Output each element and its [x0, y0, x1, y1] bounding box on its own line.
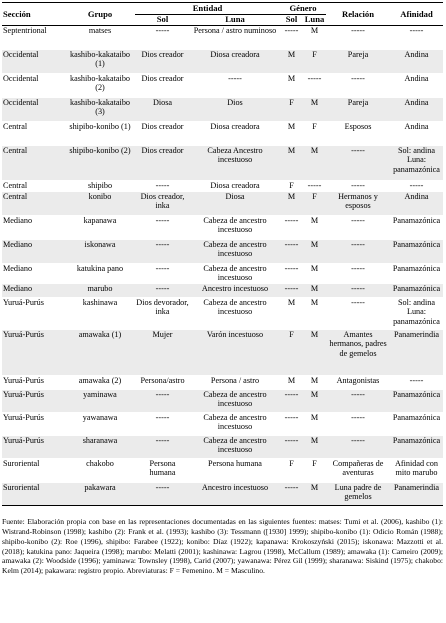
- cell-seccion: Yuruá-Purús: [2, 329, 65, 375]
- table-row: [2, 216, 443, 240]
- table-row: [2, 297, 443, 329]
- cell-seccion: Yuruá-Purús: [2, 375, 65, 389]
- cell-ent-luna: Cabeza de ancestro incestuoso: [190, 412, 280, 435]
- table-footnote: Fuente: Elaboración propia con base en las representaciones documentadas en las siguientes fuentes: matses: Tumi et al. (2006), kashibo (1): Wistrand-Robinson (1998); kashibo (2): Frank et al. (1993); kashibo (3): Tessmann ([1930] 1999); shipibo-konibo (1): Odicio Román (1988); shipibo-konibo (2): Roe (1996), shipibo: Farabee (1922); konibo: Díaz (1922); kapanawa: Krokoszyński (2015); iskonawa: Mazzotti et al. (2018); katukina pano: Jaqueira (1998); marubo: Melatti (2001); kashinawa: Lagrou (1998), McCallum (1989); amawaka (1): Carneiro (2009); amawaka (2): Woodside (1996); yaminawa: Townsley (1998), Carid (2007); yawanawa: Pérez Gil (1999); sharanawa: Siskind (1975); chakobo: Kelm (2014); pakawara: registro propio. Abreviaturas: F = Femenino. M = Masculino.: [2, 517, 443, 576]
- cell-gen-sol: -----: [280, 240, 303, 264]
- table-body: [2, 26, 443, 506]
- cell-grupo: sharanawa: [65, 435, 135, 458]
- cell-gen-sol: -----: [280, 389, 303, 412]
- cell-grupo: shipibo-konibo (2): [65, 146, 135, 181]
- header-relacion: Relación: [326, 3, 390, 26]
- cell-afinidad: Panamazónica: [390, 412, 443, 435]
- cell-ent-luna: Diosa creadora: [190, 122, 280, 146]
- cell-gen-sol: F: [280, 329, 303, 375]
- table-row: [2, 192, 443, 216]
- cell-grupo: kashibo-kakataibo (1): [65, 50, 135, 74]
- cell-gen-sol: -----: [280, 216, 303, 240]
- cell-ent-luna: Cabeza Ancestro incestuoso: [190, 146, 280, 181]
- cell-relacion: Hermanos y esposos: [326, 192, 390, 216]
- cell-afinidad: Andina: [390, 122, 443, 146]
- cell-grupo: shipibo: [65, 181, 135, 192]
- cell-ent-sol: Persona/astro: [135, 375, 190, 389]
- cell-grupo: katukina pano: [65, 264, 135, 284]
- cell-afinidad: Panamerindia: [390, 329, 443, 375]
- table-row: [2, 329, 443, 375]
- table-header: [2, 3, 443, 26]
- table-row: [2, 283, 443, 297]
- cell-gen-luna: M: [303, 389, 326, 412]
- cell-gen-luna: F: [303, 122, 326, 146]
- cell-relacion: -----: [326, 435, 390, 458]
- cell-grupo: konibo: [65, 192, 135, 216]
- cell-grupo: yawanawa: [65, 412, 135, 435]
- cell-seccion: Central: [2, 181, 65, 192]
- data-table: [2, 2, 443, 506]
- cell-seccion: Central: [2, 122, 65, 146]
- cell-seccion: Suroriental: [2, 482, 65, 505]
- cell-gen-luna: F: [303, 192, 326, 216]
- cell-relacion: Pareja: [326, 98, 390, 122]
- cell-grupo: iskonawa: [65, 240, 135, 264]
- cell-relacion: -----: [326, 240, 390, 264]
- cell-afinidad: Andina: [390, 74, 443, 98]
- cell-ent-luna: Cabeza de ancestro incestuoso: [190, 297, 280, 329]
- table-row: [2, 435, 443, 458]
- cell-afinidad: Panamazónica: [390, 216, 443, 240]
- cell-relacion: Esposos: [326, 122, 390, 146]
- cell-seccion: Occidental: [2, 74, 65, 98]
- cell-ent-sol: Dios creador: [135, 74, 190, 98]
- cell-ent-luna: Cabeza de ancestro incestuoso: [190, 389, 280, 412]
- cell-grupo: kashinawa: [65, 297, 135, 329]
- cell-ent-sol: Diosa: [135, 98, 190, 122]
- cell-ent-sol: Dios creador: [135, 146, 190, 181]
- table-row: [2, 264, 443, 284]
- cell-ent-sol: -----: [135, 26, 190, 50]
- cell-seccion: Suroriental: [2, 458, 65, 482]
- cell-ent-sol: Dios devorador, inka: [135, 297, 190, 329]
- cell-gen-luna: M: [303, 240, 326, 264]
- cell-afinidad: Sol: andina Luna: panamazónica: [390, 146, 443, 181]
- cell-relacion: Pareja: [326, 50, 390, 74]
- cell-relacion: -----: [326, 181, 390, 192]
- cell-gen-sol: -----: [280, 283, 303, 297]
- cell-grupo: matses: [65, 26, 135, 50]
- cell-ent-sol: Persona humana: [135, 458, 190, 482]
- cell-seccion: Mediano: [2, 264, 65, 284]
- header-genero-sol: Sol: [285, 14, 298, 24]
- cell-gen-sol: -----: [280, 435, 303, 458]
- cell-afinidad: -----: [390, 26, 443, 50]
- cell-ent-sol: Mujer: [135, 329, 190, 375]
- table-row: [2, 50, 443, 74]
- cell-ent-sol: -----: [135, 264, 190, 284]
- table-row: [2, 240, 443, 264]
- cell-seccion: Central: [2, 146, 65, 181]
- cell-relacion: -----: [326, 283, 390, 297]
- cell-gen-luna: F: [303, 50, 326, 74]
- cell-seccion: Yuruá-Purús: [2, 297, 65, 329]
- table-row: [2, 146, 443, 181]
- cell-ent-sol: -----: [135, 216, 190, 240]
- cell-relacion: -----: [326, 216, 390, 240]
- cell-ent-luna: Varón incestuoso: [190, 329, 280, 375]
- cell-grupo: chakobo: [65, 458, 135, 482]
- cell-afinidad: Panamazónica: [390, 435, 443, 458]
- header-entidad-sol: Sol: [156, 14, 169, 24]
- cell-gen-sol: M: [280, 74, 303, 98]
- table-row: [2, 482, 443, 505]
- header-genero-luna: Luna: [304, 14, 325, 24]
- cell-gen-sol: M: [280, 375, 303, 389]
- cell-gen-sol: F: [280, 181, 303, 192]
- cell-gen-luna: M: [303, 412, 326, 435]
- cell-gen-sol: M: [280, 146, 303, 181]
- cell-gen-luna: M: [303, 264, 326, 284]
- cell-gen-luna: -----: [303, 74, 326, 98]
- table-row: [2, 26, 443, 50]
- cell-ent-sol: Dios creador: [135, 122, 190, 146]
- cell-gen-luna: M: [303, 26, 326, 50]
- cell-gen-luna: M: [303, 297, 326, 329]
- table-row: [2, 458, 443, 482]
- cell-ent-sol: -----: [135, 389, 190, 412]
- cell-relacion: -----: [326, 264, 390, 284]
- cell-relacion: -----: [326, 146, 390, 181]
- cell-seccion: Occidental: [2, 50, 65, 74]
- cell-ent-luna: Dios: [190, 98, 280, 122]
- header-entidad: Entidad: [135, 3, 280, 15]
- cell-ent-sol: -----: [135, 482, 190, 505]
- cell-gen-sol: M: [280, 122, 303, 146]
- cell-seccion: Yuruá-Purús: [2, 412, 65, 435]
- table-row: [2, 375, 443, 389]
- cell-gen-luna: M: [303, 435, 326, 458]
- cell-gen-luna: M: [303, 329, 326, 375]
- cell-grupo: amawaka (1): [65, 329, 135, 375]
- cell-grupo: kashibo-kakataibo (2): [65, 74, 135, 98]
- cell-ent-luna: Cabeza de ancestro incestuoso: [190, 264, 280, 284]
- header-afinidad: Afinidad: [390, 3, 443, 26]
- cell-ent-sol: -----: [135, 283, 190, 297]
- cell-relacion: -----: [326, 389, 390, 412]
- cell-afinidad: Afinidad con mito marubo: [390, 458, 443, 482]
- header-seccion: Sección: [2, 3, 65, 26]
- cell-grupo: amawaka (2): [65, 375, 135, 389]
- cell-ent-sol: -----: [135, 435, 190, 458]
- cell-gen-sol: M: [280, 50, 303, 74]
- cell-gen-sol: -----: [280, 264, 303, 284]
- cell-relacion: -----: [326, 297, 390, 329]
- cell-gen-sol: F: [280, 458, 303, 482]
- cell-gen-luna: M: [303, 216, 326, 240]
- cell-seccion: Mediano: [2, 283, 65, 297]
- cell-relacion: -----: [326, 26, 390, 50]
- cell-ent-luna: Diosa creadora: [190, 181, 280, 192]
- cell-gen-luna: M: [303, 482, 326, 505]
- cell-afinidad: Panamazónica: [390, 240, 443, 264]
- cell-afinidad: Panamazónica: [390, 389, 443, 412]
- cell-ent-luna: Cabeza de ancestro incestuoso: [190, 240, 280, 264]
- cell-afinidad: Panamazónica: [390, 264, 443, 284]
- cell-seccion: Central: [2, 192, 65, 216]
- cell-gen-sol: M: [280, 192, 303, 216]
- cell-seccion: Mediano: [2, 216, 65, 240]
- cell-afinidad: Andina: [390, 98, 443, 122]
- cell-gen-sol: F: [280, 98, 303, 122]
- header-entidad-luna: Luna: [225, 14, 245, 24]
- cell-ent-luna: Persona humana: [190, 458, 280, 482]
- cell-afinidad: Panamerindia: [390, 482, 443, 505]
- cell-afinidad: -----: [390, 181, 443, 192]
- table-row: [2, 98, 443, 122]
- cell-gen-sol: -----: [280, 412, 303, 435]
- cell-grupo: shipibo-konibo (1): [65, 122, 135, 146]
- cell-ent-sol: -----: [135, 240, 190, 264]
- cell-relacion: -----: [326, 74, 390, 98]
- cell-relacion: Amantes hermanos, padres de gemelos: [326, 329, 390, 375]
- table-row: [2, 181, 443, 192]
- cell-relacion: -----: [326, 412, 390, 435]
- cell-ent-luna: Persona / astro numinoso: [190, 26, 280, 50]
- cell-grupo: pakawara: [65, 482, 135, 505]
- cell-grupo: kashibo-kakataibo (3): [65, 98, 135, 122]
- cell-grupo: marubo: [65, 283, 135, 297]
- cell-ent-sol: Dios creador: [135, 50, 190, 74]
- table-row: [2, 122, 443, 146]
- cell-grupo: yaminawa: [65, 389, 135, 412]
- cell-seccion: Yuruá-Purús: [2, 389, 65, 412]
- cell-ent-luna: Diosa creadora: [190, 50, 280, 74]
- cell-gen-luna: F: [303, 458, 326, 482]
- cell-gen-luna: -----: [303, 181, 326, 192]
- cell-relacion: Luna padre de gemelos: [326, 482, 390, 505]
- cell-grupo: kapanawa: [65, 216, 135, 240]
- cell-seccion: Occidental: [2, 98, 65, 122]
- header-genero: Género: [280, 3, 326, 15]
- cell-ent-luna: Ancestro incestuoso: [190, 283, 280, 297]
- cell-afinidad: Panamazónica: [390, 283, 443, 297]
- cell-afinidad: -----: [390, 375, 443, 389]
- cell-ent-sol: Dios creador, inka: [135, 192, 190, 216]
- cell-afinidad: Sol: andina Luna: panamazónica: [390, 297, 443, 329]
- table-row: [2, 412, 443, 435]
- cell-relacion: Compañeras de aventuras: [326, 458, 390, 482]
- cell-afinidad: Andina: [390, 50, 443, 74]
- cell-seccion: Mediano: [2, 240, 65, 264]
- cell-afinidad: Andina: [390, 192, 443, 216]
- cell-gen-sol: M: [280, 297, 303, 329]
- table-row: [2, 74, 443, 98]
- cell-ent-luna: Ancestro incestuoso: [190, 482, 280, 505]
- header-grupo: Grupo: [65, 3, 135, 26]
- cell-gen-luna: M: [303, 375, 326, 389]
- cell-ent-sol: -----: [135, 181, 190, 192]
- cell-ent-luna: Diosa: [190, 192, 280, 216]
- cell-gen-luna: M: [303, 283, 326, 297]
- table-container: [2, 2, 443, 506]
- cell-ent-luna: -----: [190, 74, 280, 98]
- cell-ent-luna: Cabeza de ancestro incestuoso: [190, 216, 280, 240]
- table-row: [2, 389, 443, 412]
- cell-seccion: Yuruá-Purús: [2, 435, 65, 458]
- cell-gen-luna: M: [303, 146, 326, 181]
- cell-ent-sol: -----: [135, 412, 190, 435]
- cell-gen-sol: -----: [280, 26, 303, 50]
- cell-seccion: Septentrional: [2, 26, 65, 50]
- cell-ent-luna: Cabeza de ancestro incestuoso: [190, 435, 280, 458]
- cell-ent-luna: Persona / astro: [190, 375, 280, 389]
- cell-gen-sol: -----: [280, 482, 303, 505]
- cell-gen-luna: M: [303, 98, 326, 122]
- cell-relacion: Antagonistas: [326, 375, 390, 389]
